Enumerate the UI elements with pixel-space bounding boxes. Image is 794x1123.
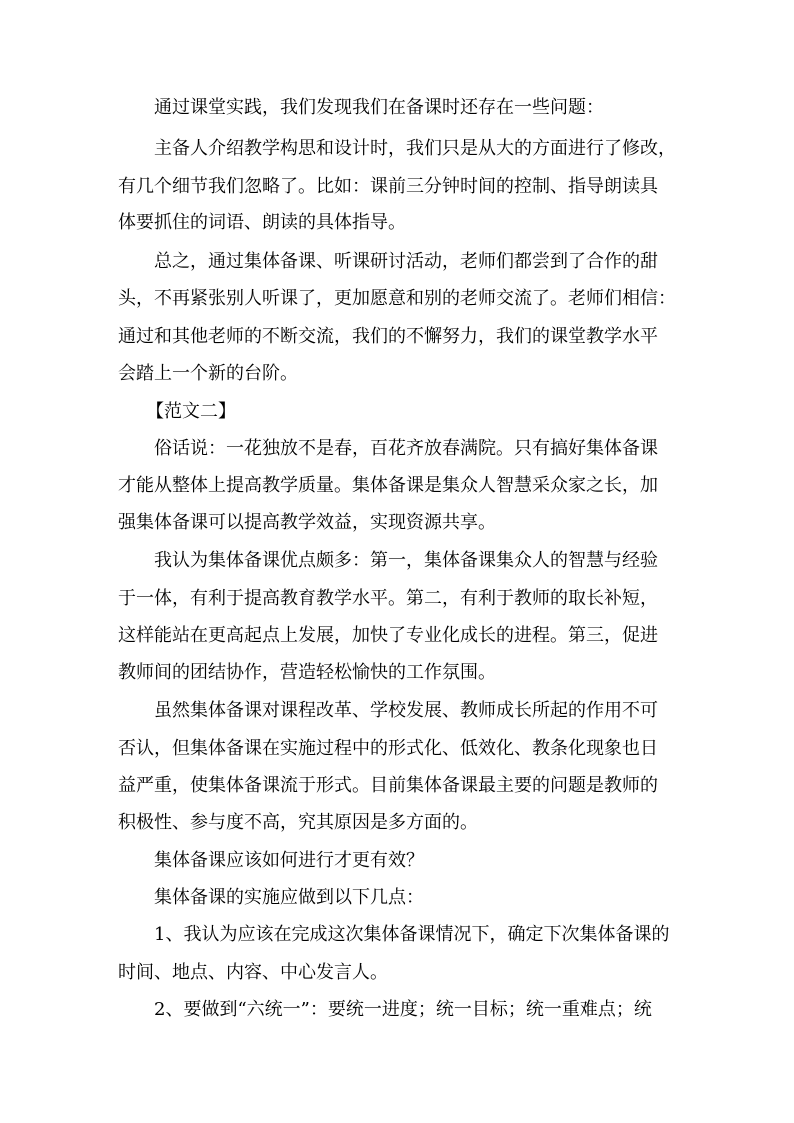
text-line: 通过和其他老师的不断交流，我们的不懈努力，我们的课堂教学水平: [118, 326, 658, 347]
text-line: 主备人介绍教学构思和设计时，我们只是从大的方面进行了修改，: [154, 138, 676, 159]
text-line: 体要抓住的词语、朗读的具体指导。: [118, 212, 406, 233]
text-line: 于一体，有利于提高教育教学水平。第二，有利于教师的取长补短，: [118, 588, 658, 609]
text-line: 强集体备课可以提高教学效益，实现资源共享。: [118, 512, 496, 533]
text-line: 集体备课的实施应做到以下几点：: [154, 887, 424, 908]
text-line: 积极性、参与度不高，究其原因是多方面的。: [118, 812, 478, 833]
text-line: 这样能站在更高起点上发展，加快了专业化成长的进程。第三，促进: [118, 625, 658, 646]
text-line: 集体备课应该如何进行才更有效？: [154, 850, 424, 871]
text-line: 否认，但集体备课在实施过程中的形式化、低效化、教条化现象也日: [118, 738, 658, 759]
section-heading: 【范文二】: [146, 401, 236, 422]
text-line: 益严重，使集体备课流于形式。目前集体备课最主要的问题是教师的: [118, 775, 658, 796]
text-line: 我认为集体备课优点颇多：第一，集体备课集众人的智慧与经验: [154, 550, 658, 571]
text-line: 1、我认为应该在完成这次集体备课情况下，确定下次集体备课的: [154, 924, 670, 945]
text-line: 头，不再紧张别人听课了，更加愿意和别的老师交流了。老师们相信：: [118, 288, 676, 309]
text-line: 总之，通过集体备课、听课研讨活动，老师们都尝到了合作的甜: [154, 251, 658, 272]
text-line: 通过课堂实践，我们发现我们在备课时还存在一些问题：: [154, 97, 604, 118]
text-line: 俗话说：一花独放不是春，百花齐放春满院。只有搞好集体备课: [154, 438, 658, 459]
text-line: 时间、地点、内容、中心发言人。: [118, 962, 388, 983]
text-line: 教师间的团结协作，营造轻松愉快的工作氛围。: [118, 662, 496, 683]
text-line: 会踏上一个新的台阶。: [118, 363, 298, 384]
text-line: 虽然集体备课对课程改革、学校发展、教师成长所起的作用不可: [154, 700, 658, 721]
text-line: 才能从整体上提高教学质量。集体备课是集众人智慧采众家之长，加: [118, 475, 658, 496]
text-line: 有几个细节我们忽略了。比如：课前三分钟时间的控制、指导朗读具: [118, 176, 658, 197]
text-line: 2、要做到“六统一”：要统一进度；统一目标；统一重难点；统: [154, 999, 652, 1020]
